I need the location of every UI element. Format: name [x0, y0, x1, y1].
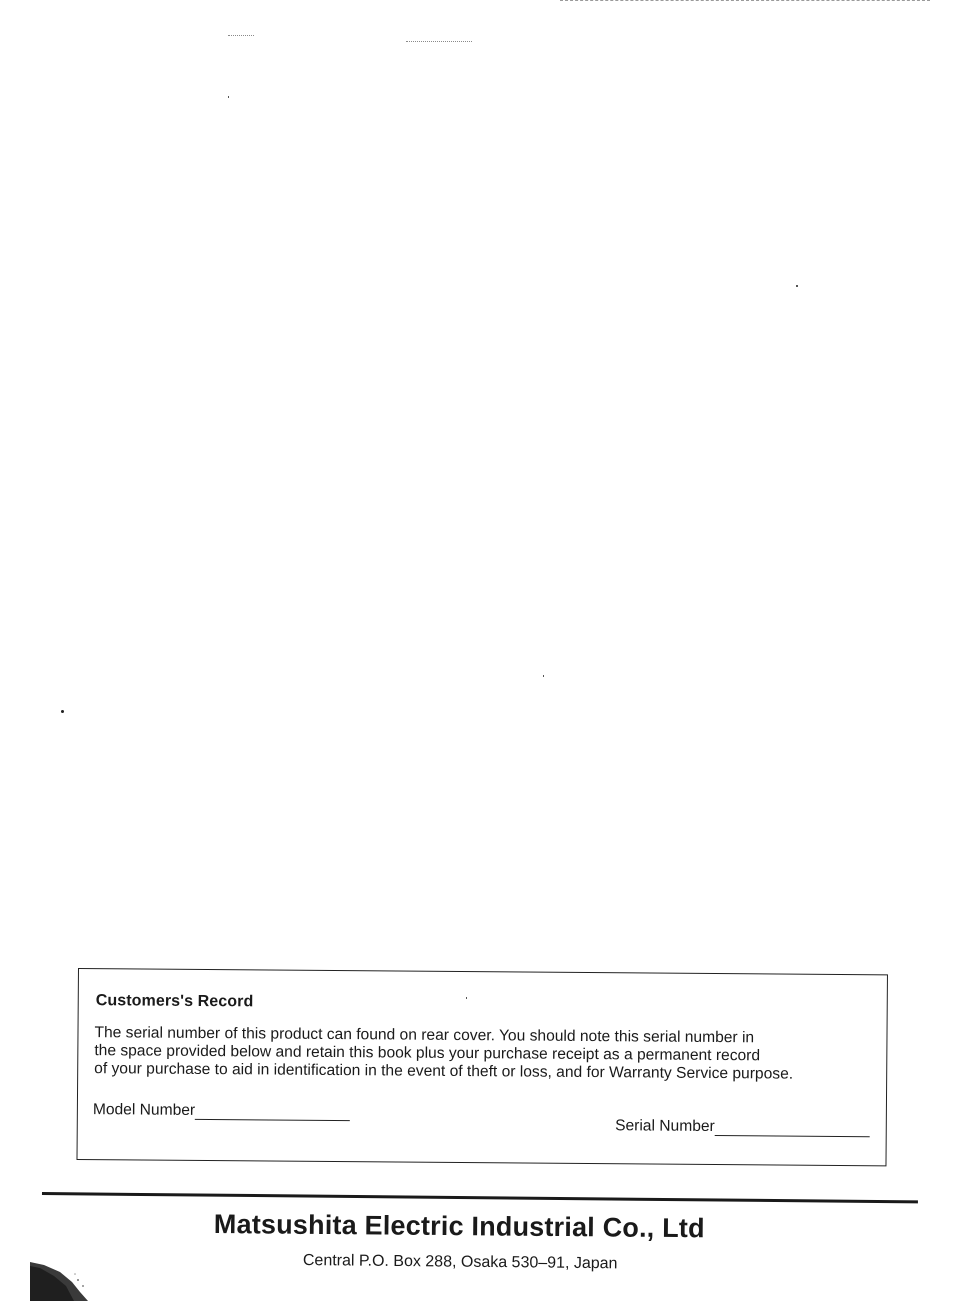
model-number-field: [93, 1101, 350, 1121]
scan-artifact-dash: [228, 35, 254, 37]
scan-speck: [543, 675, 544, 677]
customer-record-text: [94, 1024, 884, 1084]
scan-speck: [796, 285, 798, 287]
record-text-line: the space provided below and retain this book plus your purchase receipt as a permanent record: [94, 1042, 761, 1065]
scan-speck: [61, 710, 64, 713]
customer-record-title: Customers's Record: [95, 992, 254, 1011]
scan-artifact-dash: [406, 41, 472, 43]
model-number-label: Model Number: [92, 1101, 196, 1119]
scan-smudge: [30, 1262, 88, 1301]
scan-artifact-top-line: [560, 0, 930, 2]
record-fields-row: [93, 1101, 878, 1137]
company-name: Matsushita Electric Industrial Co., Ltd: [213, 1209, 705, 1244]
serial-number-blank[interactable]: [715, 1134, 870, 1137]
company-address: Central P.O. Box 288, Osaka 530–91, Japan: [302, 1252, 618, 1273]
customer-record-box: [76, 968, 887, 1166]
serial-number-field: [615, 1117, 870, 1137]
record-text-line: The serial number of this product can found on rear cover. You should note this serial number in: [94, 1024, 755, 1047]
record-text-line: of your purchase to aid in identification in the event of theft or loss, and for Warranty Service purpose.: [94, 1060, 794, 1083]
serial-number-label: Serial Number: [615, 1117, 715, 1136]
scan-speck: [228, 96, 229, 98]
model-number-blank[interactable]: [195, 1118, 350, 1121]
footer-rule: [42, 1192, 918, 1203]
